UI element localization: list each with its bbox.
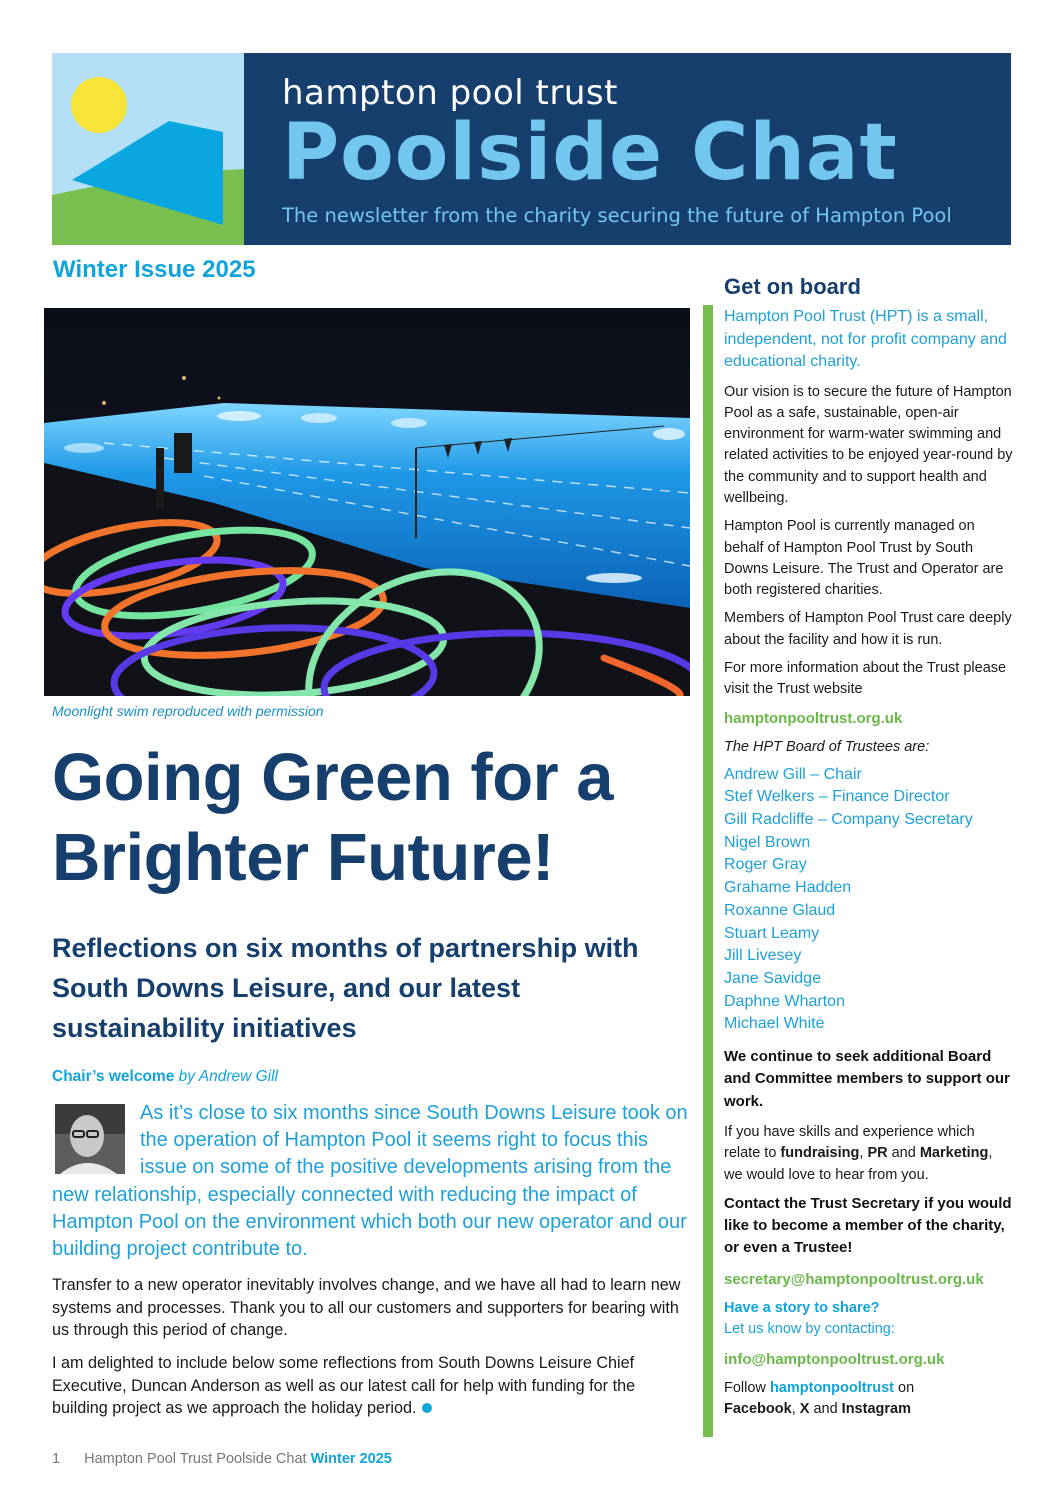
- skills-sep: and: [887, 1145, 920, 1162]
- social-facebook: Facebook: [724, 1401, 792, 1418]
- trustee-item: Andrew Gill – Chair: [724, 765, 862, 783]
- issue-label: Winter Issue 2025: [53, 256, 256, 283]
- skill-fundraising: fundraising: [780, 1145, 860, 1162]
- night-pool-image-icon: [44, 308, 690, 696]
- trustee-item: Roxanne Glaud: [724, 901, 836, 919]
- story-heading: Have a story to share?: [724, 1299, 880, 1316]
- footer-issue: Winter 2025: [310, 1451, 392, 1467]
- byline-label: Chair’s welcome: [52, 1068, 175, 1085]
- trustee-item: Roger Gray: [724, 856, 807, 874]
- pool-landscape-icon: [52, 53, 244, 245]
- masthead-text: [244, 53, 1011, 245]
- sidebar-more-info: For more information about the Trust please visit the Trust website: [724, 660, 1007, 698]
- headline-line-2: Brighter Future!: [52, 820, 554, 895]
- moonlight-swim-photo: [44, 308, 690, 696]
- newsletter-tagline: The newsletter from the charity securing the future of Hampton Pool: [282, 204, 952, 227]
- trustee-item: Stef Welkers – Finance Director: [724, 788, 950, 806]
- follow-paragraph: [724, 1378, 1014, 1421]
- byline: [52, 1068, 278, 1086]
- article-headline: [52, 738, 702, 898]
- end-of-article-dot-icon: [422, 1403, 432, 1413]
- skills-paragraph: [724, 1122, 1014, 1186]
- trustee-item: Jill Livesey: [724, 947, 802, 965]
- skill-marketing: Marketing: [919, 1145, 989, 1162]
- intro-paragraph: [52, 1100, 692, 1263]
- sidebar-lead: Hampton Pool Trust (HPT) is a small, independent, not for profit company and educational charity.: [724, 308, 1007, 370]
- trustee-item: Grahame Hadden: [724, 879, 852, 897]
- body-paragraph-2-text: I am delighted to include below some reflections from South Downs Leisure Chief Executive, Duncan Anderson as well as our latest call for help with funding for the building project as we approach the holiday period.: [52, 1354, 636, 1417]
- skill-pr: PR: [867, 1145, 888, 1162]
- newsletter-title: Poolside Chat: [282, 108, 898, 198]
- body-paragraph-1: Transfer to a new operator inevitably involves change, and we have all had to learn new systems and processes. Thank you to all our customers and supporters for bearing with us through this period of change.: [52, 1276, 681, 1339]
- website-link[interactable]: hamptonpooltrust.org.uk: [724, 709, 903, 727]
- contact-secretary-text: Contact the Trust Secretary if you would like to become a member of the charity, or even a Trustee!: [724, 1194, 1012, 1257]
- trustee-item: Jane Savidge: [724, 969, 821, 987]
- social-x: X: [799, 1401, 810, 1418]
- intro-text: As it’s close to six months since South Downs Leisure took on the operation of Hampton Pool it seems right to focus this issue on some of the positive developments arising from the new relationship, especially connected with reducing the impact of Hampton Pool on the environment which both our new operator and our building project contribute to.: [52, 1102, 688, 1261]
- masthead: [52, 53, 1011, 245]
- seek-members-text: We continue to seek additional Board and Committee members to support our work.: [724, 1048, 1010, 1110]
- sidebar-accent-bar: [703, 305, 713, 1437]
- secretary-email-link[interactable]: secretary@hamptonpooltrust.org.uk: [724, 1270, 984, 1288]
- skills-post: , we would love to hear from you.: [724, 1145, 993, 1183]
- story-text: Let us know by contacting:: [724, 1320, 895, 1337]
- trustee-item: Daphne Wharton: [724, 992, 845, 1010]
- logo-illustration: [52, 53, 244, 245]
- footer-publication: Hampton Pool Trust Poolside Chat: [84, 1451, 307, 1467]
- photo-caption: Moonlight swim reproduced with permission: [52, 703, 324, 719]
- social-sep: and: [809, 1401, 842, 1418]
- article-subheadline: Reflections on six months of partnership with South Downs Leisure, and our latest sustainability initiatives: [52, 933, 639, 1043]
- social-instagram: Instagram: [841, 1401, 911, 1418]
- page-footer: [52, 1451, 392, 1467]
- info-email-link[interactable]: info@hamptonpooltrust.org.uk: [724, 1350, 945, 1368]
- skills-sep: ,: [859, 1145, 868, 1162]
- social-handle-link[interactable]: hamptonpooltrust: [769, 1379, 894, 1396]
- get-on-board-sidebar: [724, 272, 1014, 1420]
- page-number: 1: [52, 1451, 61, 1467]
- trustee-item: Stuart Leamy: [724, 924, 820, 942]
- follow-pre: Follow: [724, 1379, 770, 1396]
- headline-line-1: Going Green for a: [52, 740, 614, 815]
- sidebar-members: Members of Hampton Pool Trust care deeply about the facility and how it is run.: [724, 610, 1012, 648]
- trustee-item: Gill Radcliffe – Company Secretary: [724, 811, 973, 829]
- sidebar-heading: Get on board: [724, 274, 861, 299]
- trustee-item: Michael White: [724, 1015, 825, 1033]
- follow-post: on: [893, 1379, 915, 1396]
- trustee-item: Nigel Brown: [724, 833, 811, 851]
- social-sep: ,: [791, 1401, 800, 1418]
- sidebar-managed: Hampton Pool is currently managed on behalf of Hampton Pool Trust by South Downs Leisure. The Trust and Operator are both registered charities.: [724, 518, 1004, 599]
- org-name: hampton pool trust: [282, 73, 618, 113]
- board-intro: The HPT Board of Trustees are:: [724, 738, 930, 755]
- sidebar-vision: Our vision is to secure the future of Hampton Pool as a safe, sustainable, open-air environment for warm-water swimming and related activities to be enjoyed year-round by the community and to support health and wellbeing.: [724, 383, 1013, 506]
- byline-author: by Andrew Gill: [178, 1068, 278, 1085]
- body-paragraph-2: [52, 1352, 692, 1420]
- skills-pre: If you have skills and experience which relate to: [724, 1123, 975, 1162]
- trustee-list: [724, 764, 1014, 1036]
